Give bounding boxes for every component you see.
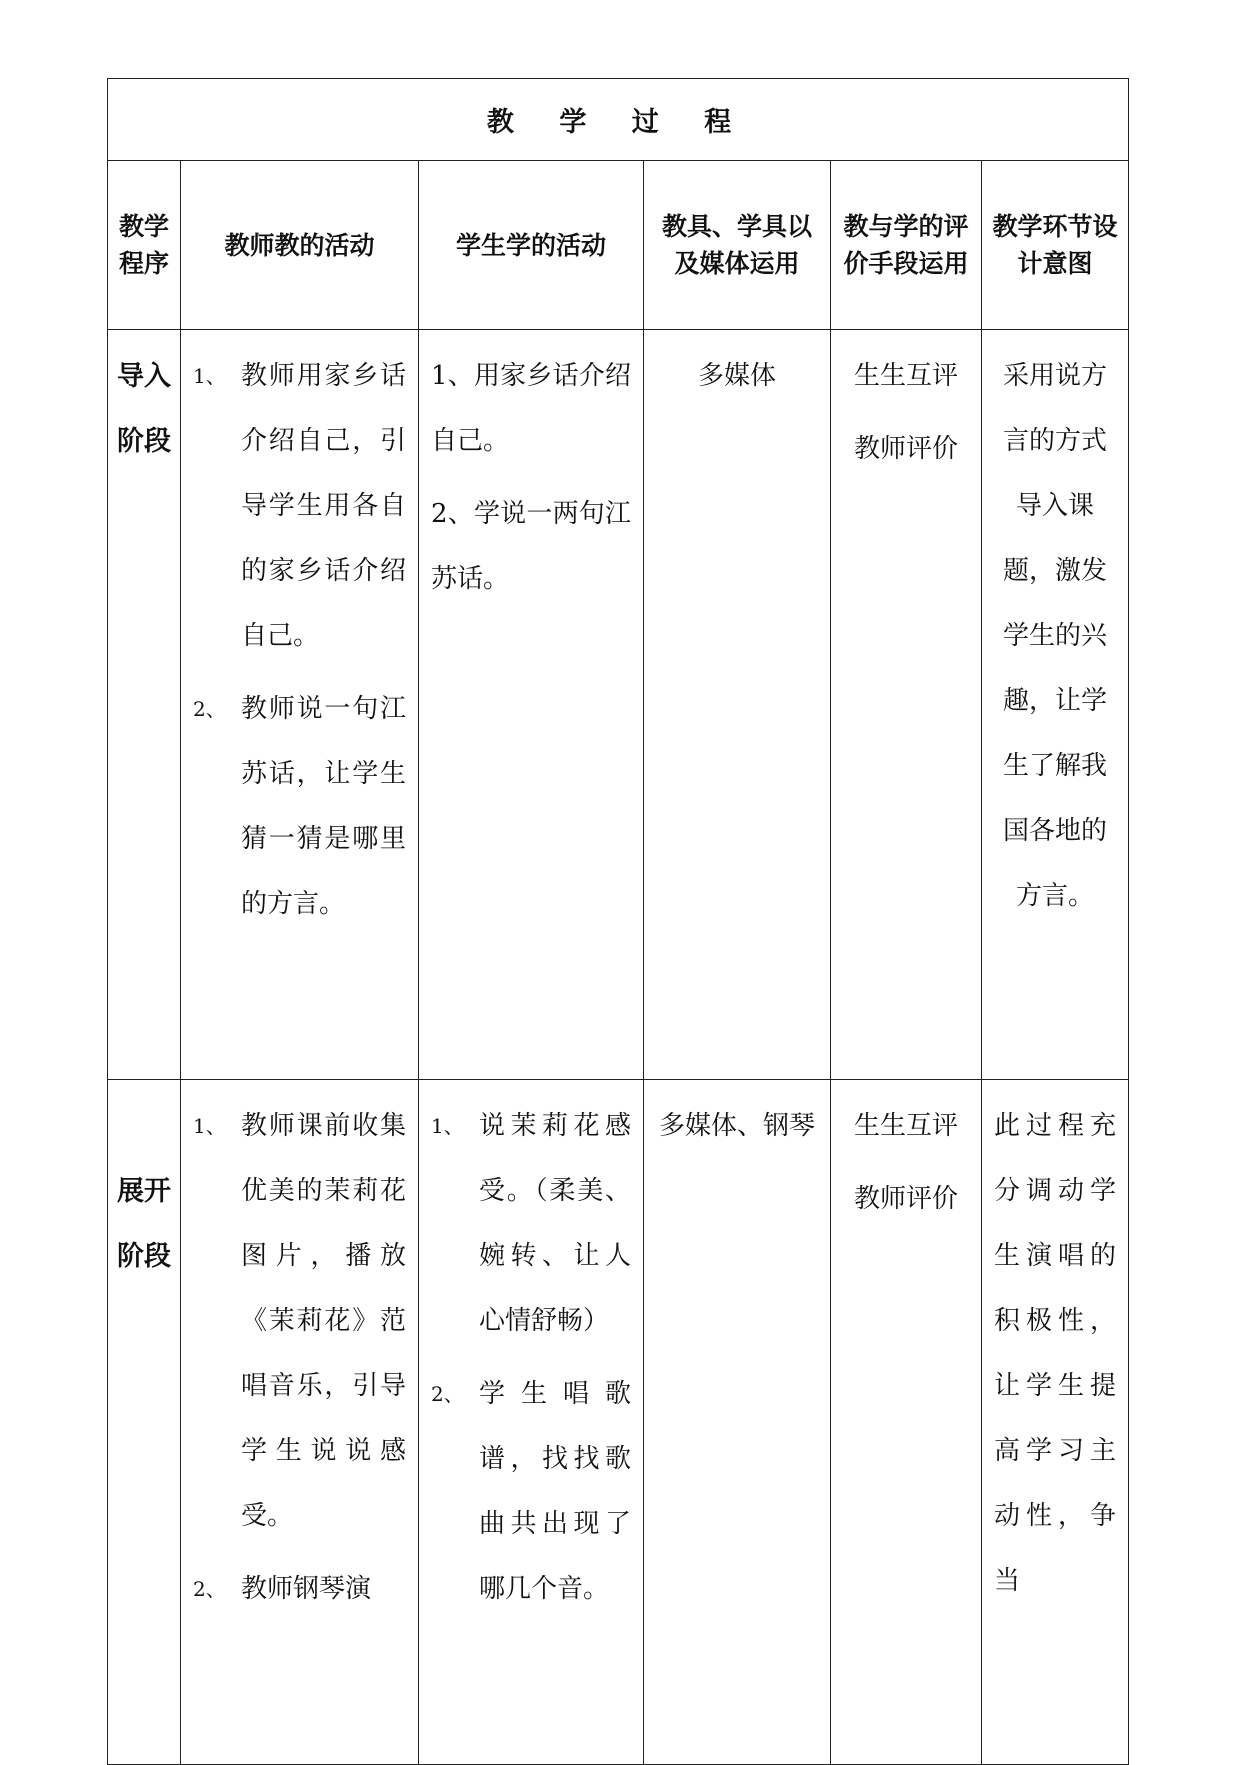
item-number: 2、 bbox=[431, 1382, 464, 1406]
stage-label: 导入阶段 bbox=[108, 330, 181, 1080]
item-number: 2、 bbox=[193, 1577, 226, 1601]
student-item: 1、用家乡话介绍自己。 bbox=[431, 361, 631, 456]
evaluation-item: 生生互评 bbox=[853, 1111, 958, 1141]
media-cell: 多媒体 bbox=[644, 330, 831, 1080]
item-text: 学生唱歌谱，找找歌曲共出现了哪几个音。 bbox=[479, 1379, 631, 1604]
table-row bbox=[108, 330, 1129, 1080]
table-row bbox=[108, 1080, 1129, 1765]
media-cell: 多媒体、钢琴 bbox=[644, 1080, 831, 1765]
design-intent-cell: 采用说方言的方式导入课题，激发学生的兴趣，让学生了解我国各地的方言。 bbox=[982, 330, 1129, 1080]
header-stage: 教学程序 bbox=[108, 161, 181, 330]
header-student-activity: 学生学的活动 bbox=[419, 161, 644, 330]
teaching-process-table bbox=[107, 78, 1129, 1765]
lesson-process-page bbox=[107, 78, 1128, 1765]
item-text: 说茉莉花感受。（柔美、婉转、让人心情舒畅） bbox=[479, 1111, 631, 1336]
evaluation-item: 教师评价 bbox=[853, 434, 958, 464]
teacher-activity-cell bbox=[181, 1080, 419, 1765]
list-item bbox=[193, 677, 406, 937]
teacher-activity-cell bbox=[181, 330, 419, 1080]
header-design-intent: 教学环节设计意图 bbox=[982, 161, 1129, 330]
table-title: 教 学 过 程 bbox=[108, 79, 1129, 161]
item-text: 教师说一句江苏话，让学生猜一猜是哪里的方言。 bbox=[241, 694, 406, 919]
evaluation-cell bbox=[831, 330, 982, 1080]
list-item bbox=[193, 344, 406, 669]
stage-label: 展开阶段 bbox=[108, 1080, 181, 1765]
header-teacher-activity: 教师教的活动 bbox=[181, 161, 419, 330]
item-number: 1、 bbox=[193, 1114, 226, 1138]
list-item bbox=[193, 1557, 406, 1622]
item-text: 教师用家乡话介绍自己，引导学生用各自的家乡话介绍自己。 bbox=[241, 361, 406, 651]
evaluation-cell bbox=[831, 1080, 982, 1765]
evaluation-item: 生生互评 bbox=[853, 361, 958, 391]
header-evaluation: 教与学的评价手段运用 bbox=[831, 161, 982, 330]
design-intent-cell: 此过程充分调动学生演唱的积极性，让学生提高学习主动性，争当 bbox=[982, 1080, 1129, 1765]
student-activity-cell bbox=[419, 1080, 644, 1765]
student-activity-cell bbox=[419, 330, 644, 1080]
item-text: 教师课前收集优美的茉莉花图片，播放《茉莉花》范唱音乐，引导学生说说感受。 bbox=[241, 1111, 406, 1531]
list-item bbox=[193, 1094, 406, 1549]
item-number: 2、 bbox=[193, 697, 226, 721]
evaluation-item: 教师评价 bbox=[853, 1184, 958, 1214]
item-number: 1、 bbox=[193, 364, 226, 388]
student-item: 2、学说一两句江苏话。 bbox=[431, 499, 631, 594]
item-number: 1、 bbox=[431, 1114, 464, 1138]
list-item bbox=[431, 1094, 631, 1354]
list-item bbox=[431, 1362, 631, 1622]
item-text: 教师钢琴演 bbox=[241, 1574, 372, 1604]
header-media: 教具、学具以及媒体运用 bbox=[644, 161, 831, 330]
